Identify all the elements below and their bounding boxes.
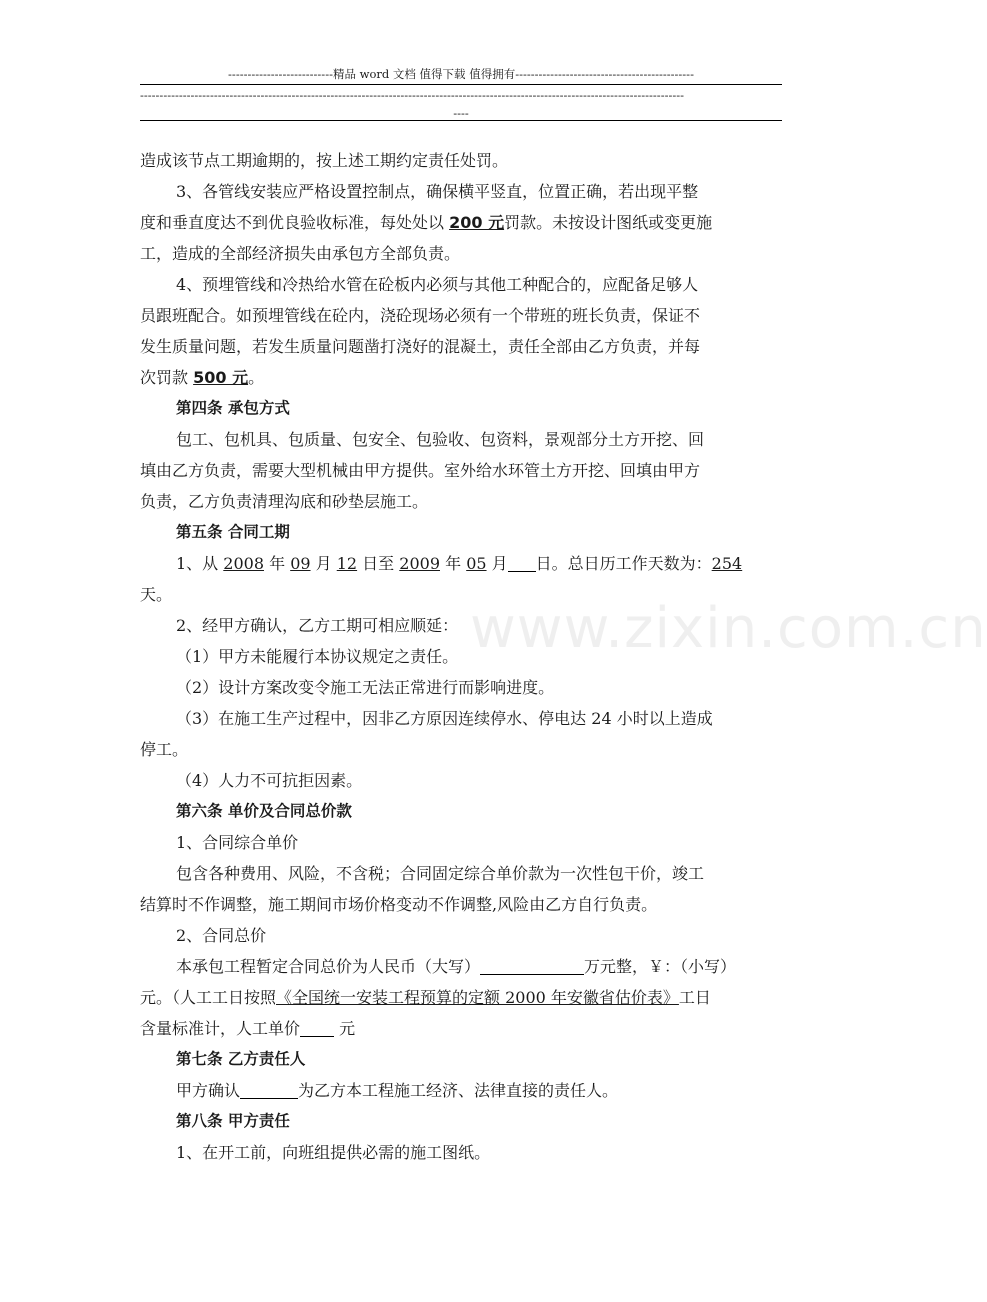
list-item: （2）设计方案改变令施工无法正常进行而影响进度。	[176, 678, 555, 697]
paragraph-line: 负责，乙方负责清理沟底和砂垫层施工。	[140, 492, 429, 511]
paragraph-line: 包工、包机具、包质量、包安全、包验收、包资料，景观部分土方开挖、回	[176, 430, 705, 449]
blank-unit-price	[300, 1018, 334, 1037]
list-item: （4）人力不可抗拒因素。	[176, 771, 363, 790]
paragraph-line: 2、经甲方确认，乙方工期可相应顺延：	[176, 616, 459, 635]
paragraph-line: 2、合同总价	[176, 926, 267, 945]
paragraph-line: 员跟班配合。如预埋管线在砼内，浇砼现场必须有一个带班的班长负责，保证不	[140, 306, 701, 325]
blank-responsible-person	[240, 1080, 298, 1099]
header-rule-bottom	[140, 120, 782, 121]
paragraph-line: 含量标准计，人工单价 元	[140, 1019, 356, 1038]
paragraph-line: 天。	[140, 585, 173, 604]
paragraph-line: 发生质量问题，若发生质量问题凿打浇好的混凝土，责任全部由乙方负责，并每	[140, 337, 701, 356]
paragraph-line: 度和垂直度达不到优良验收标准，每处处以 200 元罚款。未按设计图纸或变更施	[140, 213, 713, 232]
paragraph-line: 包含各种费用、风险，不含税；合同固定综合单价款为一次性包干价，竣工	[176, 864, 705, 883]
watermark: www.zixin.com.cn	[470, 596, 987, 661]
header-dash-short: ----	[453, 106, 469, 120]
section-heading-6: 第六条 单价及合同总价款	[176, 802, 352, 820]
paragraph-line: 1、合同综合单价	[176, 833, 299, 852]
page-header-banner: ---------------------------精品 word 文档 值得下载 值得拥有----------------------------------------------	[228, 67, 694, 81]
blank-day	[508, 553, 536, 572]
paragraph-line: 元。（人工工日按照《全国统一安装工程预算的定额 2000 年安徽省估价表》工日	[140, 988, 711, 1007]
paragraph-line: 4、预埋管线和冷热给水管在砼板内必须与其他工种配合的，应配备足够人	[176, 275, 699, 294]
paragraph-line: 停工。	[140, 740, 189, 759]
section-heading-8: 第八条 甲方责任	[176, 1112, 290, 1130]
list-item: （3）在施工生产过程中，因非乙方原因连续停水、停电达 24 小时以上造成	[176, 709, 713, 728]
paragraph-line: 填由乙方负责，需要大型机械由甲方提供。室外给水环管土方开挖、回填由甲方	[140, 461, 701, 480]
header-rule-top	[140, 84, 782, 85]
penalty-amount: 500 元	[193, 368, 249, 387]
paragraph-line: 次罚款 500 元。	[140, 368, 265, 387]
paragraph-line: 1、在开工前，向班组提供必需的施工图纸。	[176, 1143, 491, 1162]
penalty-amount: 200 元	[449, 213, 505, 232]
paragraph-line: 工，造成的全部经济损失由承包方全部负责。	[140, 244, 461, 263]
paragraph-line: 3、各管线安装应严格设置控制点，确保横平竖直，位置正确，若出现平整	[176, 182, 699, 201]
quota-reference: 《全国统一安装工程预算的定额 2000 年安徽省估价表》	[276, 988, 679, 1007]
section-heading-7: 第七条 乙方责任人	[176, 1050, 306, 1068]
paragraph-line: 结算时不作调整，施工期间市场价格变动不作调整,风险由乙方自行负责。	[140, 895, 658, 914]
contract-period-line: 1、从 2008 年 09 月 12 日至 2009 年 05 月 日。总日历工作天数为：254	[176, 554, 743, 573]
section-heading-5: 第五条 合同工期	[176, 523, 290, 541]
paragraph-line: 造成该节点工期逾期的，按上述工期约定责任处罚。	[140, 151, 509, 170]
contract-total-line: 本承包工程暂定合同总价为人民币（大写） 万元整，￥：（小写）	[176, 957, 737, 976]
blank-amount-words	[480, 956, 584, 975]
list-item: （1）甲方未能履行本协议规定之责任。	[176, 647, 459, 666]
header-dash-line: --------------------------------------------------------------------------------------------------------------------------------------------	[140, 88, 685, 102]
section-heading-4: 第四条 承包方式	[176, 399, 290, 417]
paragraph-line: 甲方确认 为乙方本工程施工经济、法律直接的责任人。	[176, 1081, 619, 1100]
